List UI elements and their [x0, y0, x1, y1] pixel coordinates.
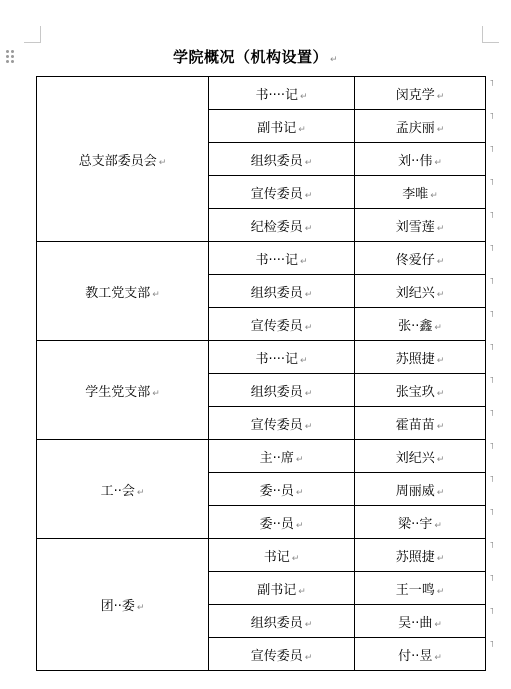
row-end-mark-icon: ˥ [489, 211, 494, 221]
role-label: 书····记 [255, 351, 298, 367]
role-cell[interactable] [209, 77, 355, 110]
role-label: 组织委员 [250, 615, 303, 631]
role-cell[interactable] [209, 539, 355, 572]
paragraph-mark-icon: ↵ [298, 124, 306, 135]
unit-cell[interactable] [37, 242, 209, 341]
role-label: 宣传委员 [250, 318, 303, 334]
row-end-mark-icon: ˥ [489, 343, 494, 353]
member-name-cell[interactable] [355, 506, 494, 539]
paragraph-mark-icon: ↵ [136, 487, 145, 498]
role-label: 纪检委员 [250, 219, 303, 235]
role-cell[interactable] [209, 374, 355, 407]
role-cell[interactable] [209, 605, 355, 638]
page-corner-mark-top-right [482, 26, 499, 43]
paragraph-mark-icon: ↵ [329, 55, 339, 65]
role-label: 委··员 [259, 483, 294, 499]
paragraph-mark-icon: ↵ [436, 124, 445, 135]
paragraph-mark-icon: ↵ [436, 91, 445, 102]
row-end-mark-icon: ˥ [489, 178, 494, 188]
role-cell[interactable] [209, 209, 355, 242]
role-label: 主··席 [259, 450, 294, 466]
paragraph-mark-icon: ↵ [304, 190, 313, 201]
paragraph-mark-icon: ↵ [304, 619, 313, 630]
row-end-mark-icon: ˥ [489, 574, 494, 584]
role-cell[interactable] [209, 341, 355, 374]
member-name: 王一鸣 [395, 582, 435, 598]
paragraph-mark-icon: ↵ [304, 322, 313, 333]
table-row [37, 539, 486, 572]
role-label: 副书记 [257, 582, 297, 598]
role-label: 书记 [263, 549, 290, 565]
table-row [37, 77, 486, 110]
member-name: 梁··宇 [398, 516, 433, 532]
unit-cell[interactable] [37, 440, 209, 539]
table-row [37, 341, 486, 374]
paragraph-mark-icon: ↵ [436, 223, 445, 234]
role-cell[interactable] [209, 506, 355, 539]
unit-name: 总支部委员会 [78, 153, 157, 169]
role-cell[interactable] [209, 275, 355, 308]
row-end-mark-icon: ˥ [489, 541, 494, 551]
paragraph-mark-icon: ↵ [295, 520, 304, 531]
paragraph-mark-icon: ↵ [434, 322, 442, 333]
paragraph-mark-icon: ↵ [152, 289, 160, 300]
member-name-cell[interactable] [355, 143, 494, 176]
paragraph-mark-icon: ↵ [291, 553, 300, 564]
paragraph-mark-icon: ↵ [436, 256, 445, 267]
member-name: 刘纪兴 [395, 450, 435, 466]
member-name: 周丽威 [395, 483, 435, 499]
member-name-cell[interactable] [355, 374, 494, 407]
paragraph-mark-icon: ↵ [436, 454, 445, 465]
member-name: 张··鑫 [398, 318, 433, 334]
title-text: 学院概况（机构设置） [172, 48, 328, 66]
role-label: 书····记 [255, 87, 298, 103]
role-cell[interactable] [209, 407, 355, 440]
paragraph-mark-icon: ↵ [304, 421, 313, 432]
member-name: 刘纪兴 [395, 285, 435, 301]
unit-cell[interactable] [37, 77, 209, 242]
paragraph-mark-icon: ↵ [304, 223, 313, 234]
role-cell[interactable] [209, 242, 355, 275]
role-label: 副书记 [257, 120, 297, 136]
member-name: 李唯 [402, 186, 429, 202]
paragraph-mark-icon: ↵ [434, 157, 442, 168]
member-name: 霍苗苗 [395, 417, 435, 433]
role-label: 宣传委员 [250, 186, 303, 202]
member-name-cell[interactable] [355, 77, 494, 110]
document-title [0, 46, 511, 67]
member-name-cell[interactable] [355, 176, 494, 209]
paragraph-mark-icon: ↵ [299, 256, 308, 267]
role-cell[interactable] [209, 176, 355, 209]
paragraph-mark-icon: ↵ [298, 586, 306, 597]
member-name-cell[interactable] [355, 473, 494, 506]
paragraph-mark-icon: ↵ [299, 91, 308, 102]
role-label: 组织委员 [250, 285, 303, 301]
row-end-mark-icon: ˥ [489, 409, 494, 419]
row-end-mark-icon: ˥ [489, 310, 494, 320]
member-name-cell[interactable] [355, 308, 494, 341]
paragraph-mark-icon: ↵ [434, 619, 442, 630]
member-name-cell[interactable] [355, 605, 494, 638]
paragraph-mark-icon: ↵ [434, 652, 442, 663]
table-row [37, 440, 486, 473]
row-end-mark-icon: ˥ [489, 475, 494, 485]
role-cell[interactable] [209, 110, 355, 143]
paragraph-mark-icon: ↵ [295, 454, 304, 465]
page-corner-mark-top-left [24, 26, 41, 43]
unit-name: 工··会 [100, 483, 135, 499]
paragraph-mark-icon: ↵ [304, 157, 313, 168]
role-cell[interactable] [209, 572, 355, 605]
role-cell[interactable] [209, 440, 355, 473]
member-name-cell[interactable] [355, 440, 494, 473]
org-structure-table [36, 76, 494, 671]
paragraph-mark-icon: ↵ [436, 388, 445, 399]
org-table-body [37, 77, 494, 671]
row-end-mark-icon: ˥ [489, 376, 494, 386]
unit-cell[interactable] [37, 539, 209, 671]
member-name-cell[interactable] [355, 110, 494, 143]
member-name: 刘··伟 [398, 153, 433, 169]
paragraph-mark-icon: ↵ [158, 157, 167, 168]
paragraph-mark-icon: ↵ [304, 388, 313, 399]
unit-cell[interactable] [37, 341, 209, 440]
member-name-cell[interactable] [355, 638, 494, 671]
member-name: 佟爱仔 [395, 252, 435, 268]
paragraph-mark-icon: ↵ [295, 487, 304, 498]
paragraph-mark-icon: ↵ [430, 190, 438, 201]
member-name: 孟庆丽 [395, 120, 435, 136]
member-name-cell[interactable] [355, 275, 494, 308]
row-end-mark-icon: ˥ [489, 79, 494, 89]
row-end-mark-icon: ˥ [489, 145, 494, 155]
paragraph-mark-icon: ↵ [434, 520, 442, 531]
member-name-cell[interactable] [355, 209, 494, 242]
paragraph-mark-icon: ↵ [436, 355, 445, 366]
paragraph-mark-icon: ↵ [299, 355, 308, 366]
member-name-cell[interactable] [355, 572, 494, 605]
role-label: 组织委员 [250, 384, 303, 400]
role-label: 书····记 [255, 252, 298, 268]
paragraph-mark-icon: ↵ [436, 586, 445, 597]
role-label: 组织委员 [250, 153, 303, 169]
member-name: 苏照捷 [395, 351, 435, 367]
paragraph-mark-icon: ↵ [436, 421, 445, 432]
role-label: 宣传委员 [250, 648, 303, 664]
paragraph-mark-icon: ↵ [136, 603, 145, 613]
role-cell[interactable] [209, 143, 355, 176]
row-end-mark-icon: ˥ [489, 607, 494, 617]
row-end-mark-icon: ˥ [489, 508, 494, 518]
role-label: 宣传委员 [250, 417, 303, 433]
member-name-cell[interactable] [355, 407, 494, 440]
member-name-cell[interactable] [355, 242, 494, 275]
paragraph-mark-icon: ↵ [436, 289, 445, 300]
member-name: 闵克学 [395, 87, 435, 103]
member-name: 刘雪莲 [395, 219, 435, 235]
row-end-mark-icon: ˥ [489, 277, 494, 287]
member-name: 吴··曲 [398, 615, 433, 631]
paragraph-mark-icon: ↵ [436, 487, 445, 498]
unit-name: 团··委 [100, 599, 135, 614]
member-name: 张宝玖 [395, 384, 435, 400]
paragraph-mark-icon: ↵ [152, 388, 160, 399]
member-name: 付··昱 [398, 648, 433, 664]
row-end-mark-icon: ˥ [489, 244, 494, 254]
paragraph-mark-icon: ↵ [304, 289, 313, 300]
paragraph-mark-icon: ↵ [436, 553, 445, 564]
row-end-mark-icon: ˥ [489, 442, 494, 452]
paragraph-mark-icon: ↵ [304, 652, 313, 663]
member-name-cell[interactable] [355, 341, 494, 374]
row-end-mark-icon: ˥ [489, 112, 494, 122]
member-name: 苏照捷 [395, 549, 435, 565]
member-name-cell[interactable] [355, 539, 494, 572]
table-row [37, 242, 486, 275]
unit-name: 学生党支部 [85, 384, 151, 400]
role-label: 委··员 [259, 516, 294, 532]
role-cell[interactable] [209, 308, 355, 341]
role-cell[interactable] [209, 473, 355, 506]
role-cell[interactable] [209, 638, 355, 671]
row-end-mark-icon: ˥ [489, 640, 494, 650]
unit-name: 教工党支部 [85, 285, 151, 301]
